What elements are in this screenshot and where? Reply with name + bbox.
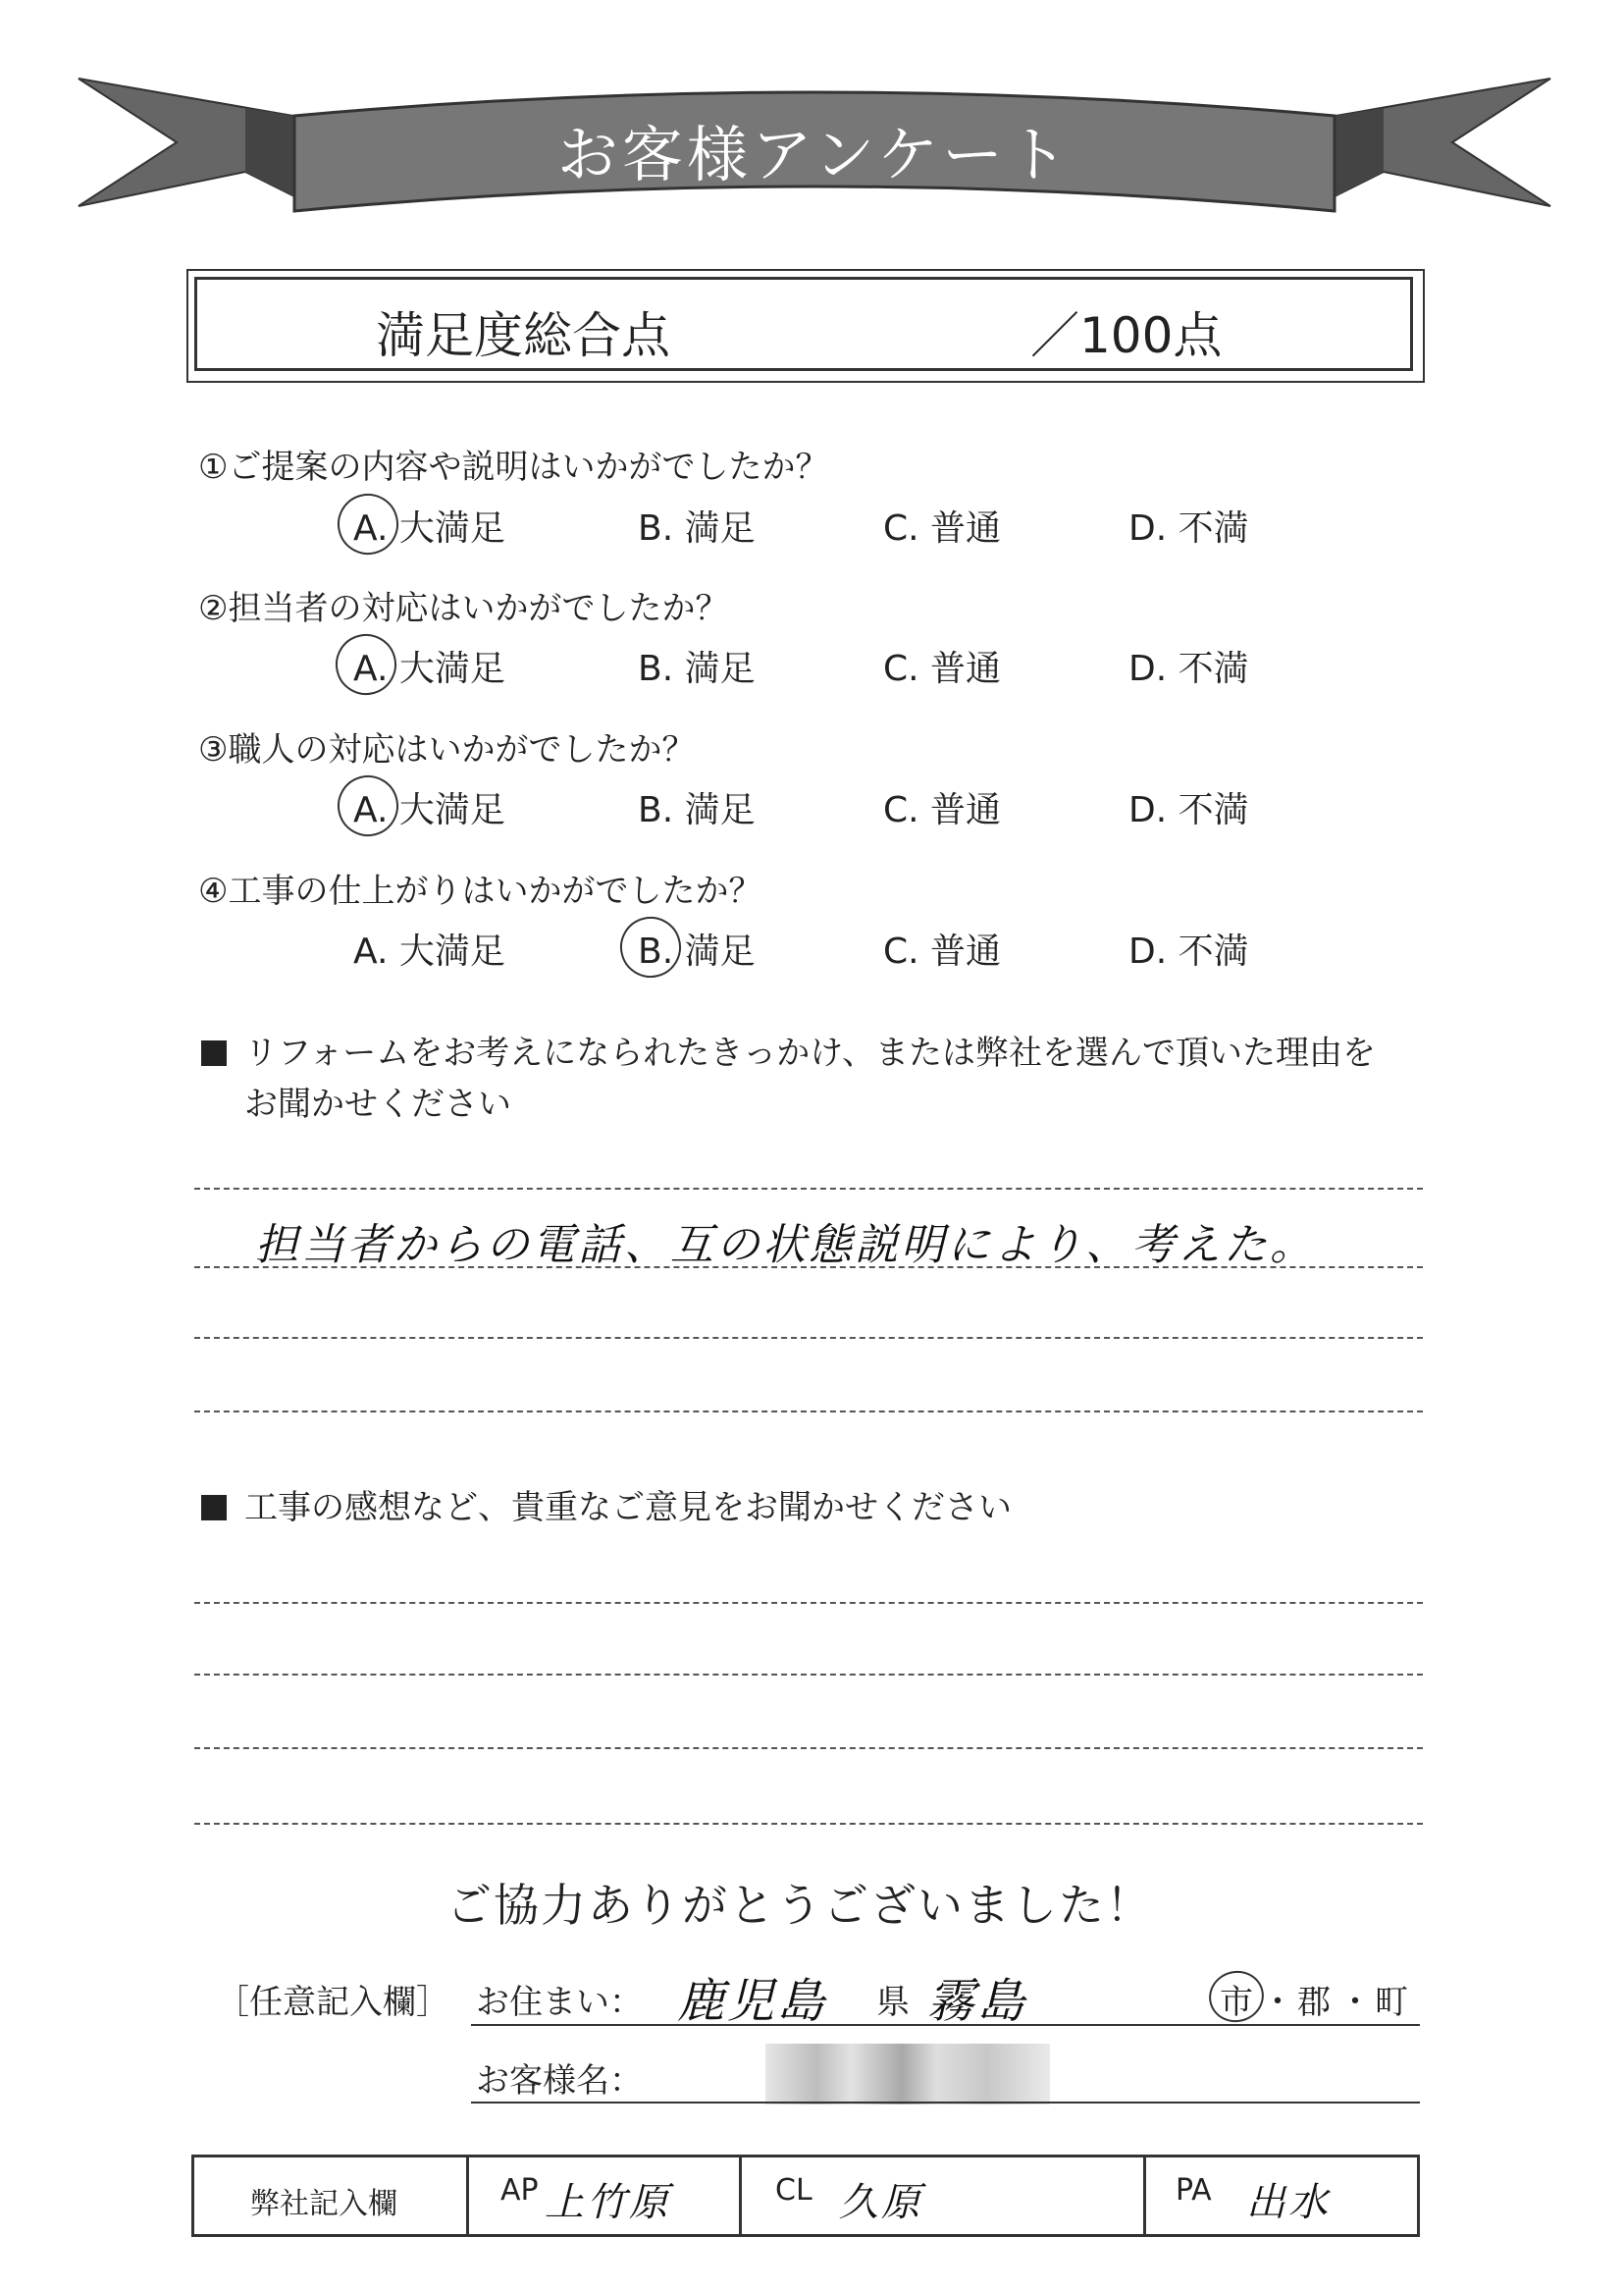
- thank-you-message: ご協力ありがとうございました！: [446, 1879, 1153, 1932]
- question-2: ②担当者の対応はいかがでしたか？: [198, 589, 729, 628]
- table-divider: [1143, 2155, 1146, 2237]
- city-option[interactable]: 市: [1220, 1983, 1253, 2022]
- pa-label: PA: [1176, 2173, 1212, 2208]
- answer-line-4: [194, 1411, 1423, 1412]
- q1-option-d[interactable]: D. 不満: [1128, 508, 1249, 549]
- q2-option-a[interactable]: A. 大満足: [353, 649, 505, 689]
- q4-option-b[interactable]: B. 満足: [638, 932, 756, 972]
- comment-line-4: [194, 1823, 1423, 1825]
- section-2-heading: 工事の感想など、貴重なご意見をお聞かせください: [201, 1482, 1012, 1533]
- q2-option-d[interactable]: D. 不満: [1128, 649, 1249, 689]
- name-underline: [471, 2102, 1420, 2104]
- gun-option[interactable]: 郡: [1297, 1983, 1331, 2022]
- q2-option-b[interactable]: B. 満足: [638, 649, 756, 689]
- town-option[interactable]: 町: [1375, 1983, 1408, 2022]
- prefecture-suffix: 県: [876, 1983, 910, 2022]
- cl-label: CL: [775, 2173, 812, 2208]
- answer-line-1: [194, 1188, 1423, 1190]
- separator-2: ・: [1338, 1983, 1372, 2022]
- question-3: ③職人の対応はいかがでしたか？: [198, 730, 696, 770]
- pa-value[interactable]: 出水: [1246, 2180, 1331, 2225]
- bullet-square-icon: [201, 1495, 227, 1520]
- prefecture-handwritten[interactable]: 鹿児島: [677, 1974, 828, 2029]
- comment-line-3: [194, 1747, 1423, 1749]
- question-4: ④工事の仕上がりはいかがでしたか？: [198, 872, 762, 911]
- comment-line-2: [194, 1674, 1423, 1676]
- q3-option-d[interactable]: D. 不満: [1128, 790, 1249, 830]
- q4-option-d[interactable]: D. 不満: [1128, 932, 1249, 972]
- score-suffix: ／100点: [1030, 307, 1223, 364]
- address-underline: [471, 2024, 1420, 2026]
- question-1: ①ご提案の内容や説明はいかがでしたか？: [198, 448, 829, 487]
- table-divider: [739, 2155, 742, 2237]
- q1-option-b[interactable]: B. 満足: [638, 508, 756, 549]
- score-label: 満足度総合点: [376, 307, 670, 364]
- q3-option-c[interactable]: C. 普通: [883, 790, 1002, 830]
- q1-option-a[interactable]: A. 大満足: [353, 508, 505, 549]
- separator-1: ・: [1261, 1983, 1294, 2022]
- answer-line-2: [194, 1266, 1423, 1268]
- section-1-answer[interactable]: 担当者からの電話、互の状態説明により、考えた。: [255, 1220, 1316, 1270]
- address-label: お住まい：: [476, 1983, 643, 2022]
- city-selection-circle: [1203, 1965, 1270, 2029]
- ap-label: AP: [500, 2173, 539, 2208]
- customer-name-label: お客様名：: [476, 2061, 643, 2101]
- q2-option-c[interactable]: C. 普通: [883, 649, 1002, 689]
- q4-option-a[interactable]: A. 大満足: [353, 932, 505, 972]
- answer-line-3: [194, 1337, 1423, 1339]
- office-use-label: 弊社記入欄: [250, 2187, 397, 2221]
- table-divider: [466, 2155, 469, 2237]
- customer-name-redacted: [765, 2044, 1050, 2104]
- ap-value[interactable]: 上竹原: [545, 2180, 671, 2225]
- city-handwritten[interactable]: 霧島: [927, 1974, 1028, 2029]
- cl-value[interactable]: 久原: [839, 2180, 923, 2225]
- q4-option-c[interactable]: C. 普通: [883, 932, 1002, 972]
- comment-line-1: [194, 1602, 1423, 1604]
- q1-option-c[interactable]: C. 普通: [883, 508, 1002, 549]
- section-1-heading: リフォームをお考えになられたきっかけ、または弊社を選んで頂いた理由を お聞かせください: [201, 1028, 1376, 1130]
- q3-option-b[interactable]: B. 満足: [638, 790, 756, 830]
- q3-option-a[interactable]: A. 大満足: [353, 790, 505, 830]
- optional-section-label: ［任意記入欄］: [216, 1983, 449, 2022]
- bullet-square-icon: [201, 1040, 227, 1066]
- survey-title: お客様アンケート: [556, 119, 1073, 190]
